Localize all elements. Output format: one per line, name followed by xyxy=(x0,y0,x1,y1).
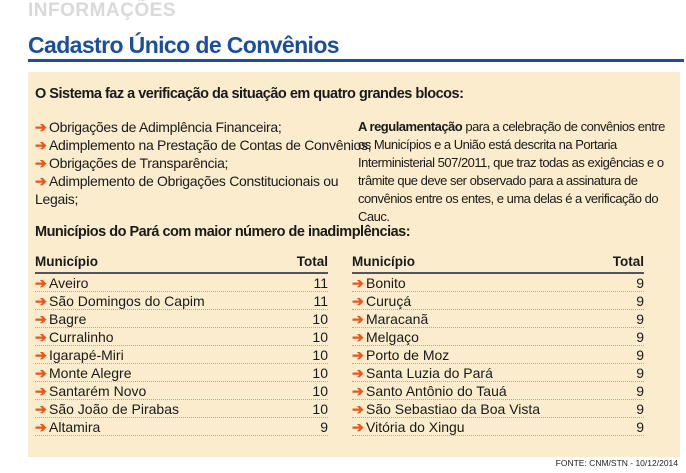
section-kicker: INFORMAÇÕES xyxy=(28,0,176,21)
table-row xyxy=(35,328,328,346)
municipio-total: 9 xyxy=(636,419,644,435)
arrow-right-icon: ➔ xyxy=(352,329,364,345)
header-total: Total xyxy=(612,254,644,269)
municipio-total: 11 xyxy=(313,293,328,309)
municipio-name: São João de Pirabas xyxy=(49,401,179,417)
obligations-list xyxy=(35,118,372,208)
municipio-name: Monte Alegre xyxy=(49,365,132,381)
obligation-item: ➔ Obrigações de Transparência; xyxy=(35,155,229,171)
municipio-name: Aveiro xyxy=(49,275,89,291)
municipalities-table-right xyxy=(352,254,644,436)
table-row xyxy=(352,364,644,382)
municipio-name: Porto de Moz xyxy=(366,347,450,363)
municipio-name: Altamira xyxy=(49,419,101,435)
municipio-name: Vitória do Xingu xyxy=(366,419,465,435)
municipio-name: São Domingos do Capim xyxy=(49,293,205,309)
arrow-right-icon: ➔ xyxy=(35,173,47,189)
arrow-right-icon: ➔ xyxy=(352,311,364,327)
municipio-name: Santa Luzia do Pará xyxy=(366,365,493,381)
municipio-name: Bonito xyxy=(366,275,406,291)
municipio-total: 10 xyxy=(312,401,328,417)
municipio-total: 9 xyxy=(636,347,644,363)
arrow-right-icon: ➔ xyxy=(352,293,364,309)
municipio-total: 9 xyxy=(636,365,644,381)
municipio-name: Curralinho xyxy=(49,329,114,345)
municipio-name: Igarapé-Miri xyxy=(49,347,124,363)
obligation-item: ➔ Obrigações de Adimplência Financeira; xyxy=(35,119,282,135)
regulation-paragraph xyxy=(358,118,676,226)
page-title: Cadastro Único de Convênios xyxy=(28,32,339,58)
title-underline xyxy=(28,59,684,62)
table-row xyxy=(35,400,328,418)
municipio-total: 10 xyxy=(312,365,328,381)
arrow-right-icon: ➔ xyxy=(35,311,47,327)
municipio-total: 9 xyxy=(636,383,644,399)
municipio-total: 9 xyxy=(636,293,644,309)
municipio-total: 9 xyxy=(636,329,644,345)
table-row xyxy=(35,382,328,400)
municipio-total: 10 xyxy=(312,383,328,399)
arrow-right-icon: ➔ xyxy=(35,347,47,363)
obligation-item: ➔ Adimplemento na Prestação de Contas de Convênios; xyxy=(35,137,372,153)
arrow-right-icon: ➔ xyxy=(352,401,364,417)
table-row xyxy=(35,274,328,292)
regulation-lead: A regulamentação xyxy=(358,119,463,134)
municipio-name: Santo Antônio do Tauá xyxy=(366,383,507,399)
arrow-right-icon: ➔ xyxy=(352,365,364,381)
arrow-right-icon: ➔ xyxy=(35,365,47,381)
table-subheading: Municípios do Pará com maior número de inadimplências: xyxy=(35,224,411,240)
table-row xyxy=(352,274,644,292)
municipio-name: Curuçá xyxy=(366,293,412,309)
municipio-total: 9 xyxy=(636,311,644,327)
municipio-name: São Sebastiao da Boa Vista xyxy=(366,401,541,417)
arrow-right-icon: ➔ xyxy=(35,137,47,153)
municipio-total: 11 xyxy=(313,275,328,291)
arrow-right-icon: ➔ xyxy=(352,347,364,363)
regulation-body: para a celebração de convênios entre os Municípios e a União está descrita na Portaria Interministerial 507/2011, que traz todas as exigências e o trâmite que deve ser observado para a assinatura de convênios entre os entes, e uma delas é a verificação do Cauc. xyxy=(358,119,665,224)
obligation-item-continuation: Legais; xyxy=(35,191,79,207)
municipio-total: 10 xyxy=(312,329,328,345)
arrow-right-icon: ➔ xyxy=(35,293,47,309)
table-row xyxy=(35,310,328,328)
source-credit: FONTE: CNM/STN - 10/12/2014 xyxy=(555,458,678,468)
municipio-total: 10 xyxy=(312,311,328,327)
table-row xyxy=(352,418,644,436)
table-row xyxy=(352,328,644,346)
header-municipio: Município xyxy=(35,254,98,269)
municipio-total: 10 xyxy=(312,347,328,363)
obligation-item: ➔ Adimplemento de Obrigações Constitucionais ou xyxy=(35,173,339,189)
municipio-name: Bagre xyxy=(49,311,87,327)
table-header xyxy=(352,254,644,274)
header-total: Total xyxy=(296,254,328,269)
table-row xyxy=(352,292,644,310)
municipio-total: 9 xyxy=(636,401,644,417)
table-header xyxy=(35,254,328,274)
municipio-name: Maracanã xyxy=(366,311,429,327)
arrow-right-icon: ➔ xyxy=(352,383,364,399)
intro-text: O Sistema faz a verificação da situação em quatro grandes blocos: xyxy=(35,86,464,102)
arrow-right-icon: ➔ xyxy=(35,329,47,345)
table-row xyxy=(35,364,328,382)
arrow-right-icon: ➔ xyxy=(35,275,47,291)
table-row xyxy=(35,418,328,436)
table-row xyxy=(35,292,328,310)
table-row xyxy=(352,310,644,328)
municipio-name: Melgaço xyxy=(366,329,419,345)
municipio-total: 9 xyxy=(320,419,328,435)
arrow-right-icon: ➔ xyxy=(352,419,364,435)
municipio-total: 9 xyxy=(636,275,644,291)
arrow-right-icon: ➔ xyxy=(35,401,47,417)
municipio-name: Santarém Novo xyxy=(49,383,147,399)
arrow-right-icon: ➔ xyxy=(35,383,47,399)
table-row xyxy=(352,346,644,364)
municipalities-table-left xyxy=(35,254,328,436)
header-municipio: Município xyxy=(352,254,415,269)
arrow-right-icon: ➔ xyxy=(35,119,47,135)
table-row xyxy=(35,346,328,364)
arrow-right-icon: ➔ xyxy=(352,275,364,291)
table-row xyxy=(352,382,644,400)
arrow-right-icon: ➔ xyxy=(35,155,47,171)
arrow-right-icon: ➔ xyxy=(35,419,47,435)
table-row xyxy=(352,400,644,418)
